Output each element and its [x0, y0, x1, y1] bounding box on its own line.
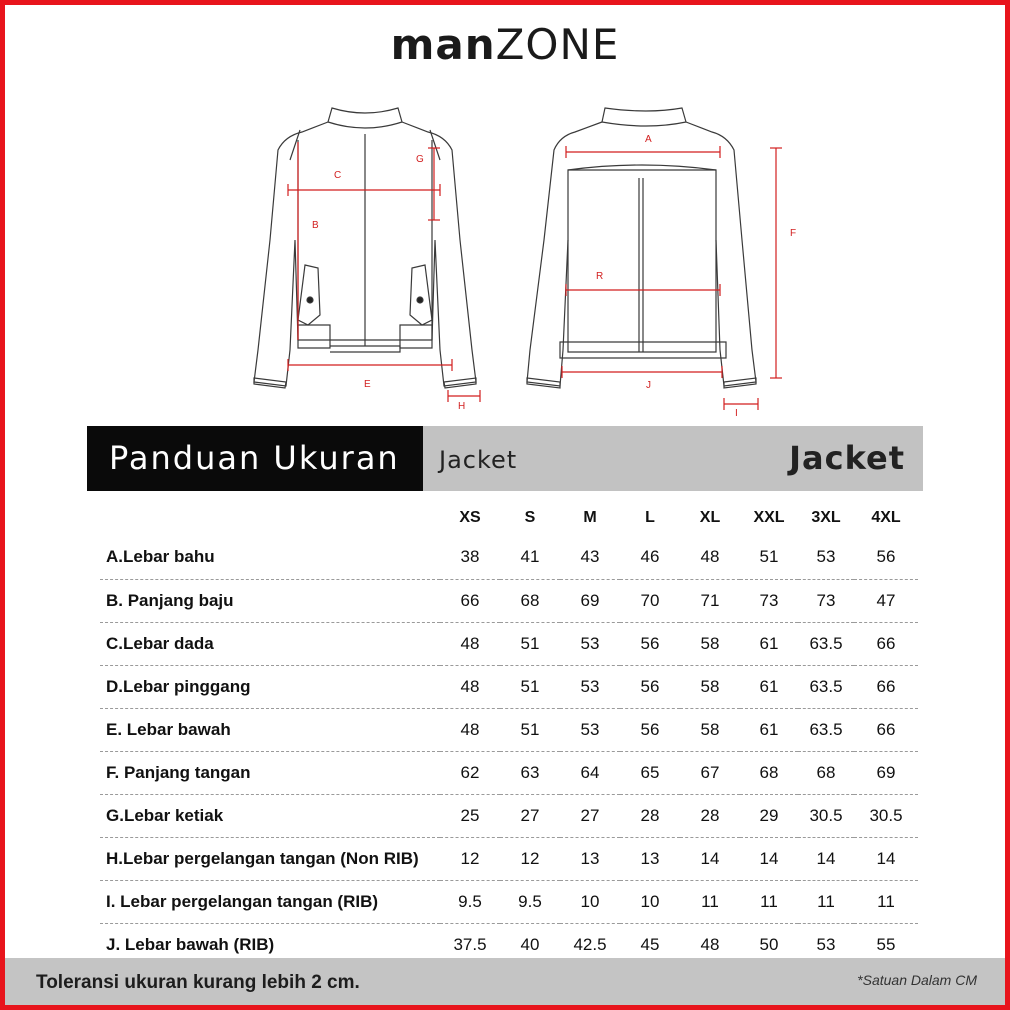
measurement-value: 48	[440, 622, 500, 665]
measurement-value: 56	[620, 708, 680, 751]
measurement-value: 64	[560, 751, 620, 794]
measurement-value: 25	[440, 794, 500, 837]
size-header: 4XL	[871, 509, 901, 526]
measurement-value: 66	[854, 708, 918, 751]
measurement-value: 46	[620, 536, 680, 579]
table-row	[100, 622, 918, 665]
measurement-value: 48	[680, 536, 740, 579]
measurement-value: 73	[740, 579, 798, 622]
measurement-value: 41	[500, 536, 560, 579]
measurement-value: 11	[798, 880, 854, 923]
measurement-value: 51	[740, 536, 798, 579]
label-e: E	[364, 379, 371, 390]
banner-title: Panduan Ukuran	[87, 426, 423, 491]
measurement-value: 27	[560, 794, 620, 837]
measurement-value: 13	[560, 837, 620, 880]
size-header: XL	[699, 509, 721, 526]
brand-logo	[0, 20, 1010, 69]
label-r: R	[596, 271, 604, 282]
measurement-value: 67	[680, 751, 740, 794]
measurement-value: 66	[854, 665, 918, 708]
measurement-value: 9.5	[440, 880, 500, 923]
measurement-label: F. Panjang tangan	[100, 751, 440, 794]
measurement-value: 40	[520, 934, 540, 954]
footer-bar	[5, 958, 1005, 1005]
measurement-label: G.Lebar ketiak	[100, 794, 440, 837]
size-header: M	[583, 509, 597, 526]
measurement-value: 56	[854, 536, 918, 579]
measurement-value: 11	[680, 880, 740, 923]
measurement-value: 42.5	[573, 934, 607, 954]
measurement-value: 45	[640, 934, 660, 954]
size-header: XS	[459, 509, 481, 526]
measurement-label: E. Lebar bawah	[100, 708, 440, 751]
measurement-value: 66	[440, 579, 500, 622]
measurement-value: 63.5	[798, 622, 854, 665]
measurement-label: A.Lebar bahu	[100, 536, 440, 579]
measurement-value: 30.5	[854, 794, 918, 837]
measurement-value: 12	[500, 837, 560, 880]
measurement-value: 53	[560, 622, 620, 665]
table-row	[100, 837, 918, 880]
measurement-label: H.Lebar pergelangan tangan (Non RIB)	[100, 837, 440, 880]
brand-part-1: man	[390, 20, 496, 69]
measurement-value: 63	[500, 751, 560, 794]
measurement-value: 68	[740, 751, 798, 794]
measurement-value: 28	[620, 794, 680, 837]
measurement-value: 61	[740, 708, 798, 751]
label-g: G	[416, 154, 424, 165]
header-spacer	[100, 500, 440, 536]
measurement-value: 66	[854, 622, 918, 665]
measurement-label: B. Panjang baju	[100, 579, 440, 622]
size-guide-banner	[87, 426, 923, 491]
measurement-value: 14	[798, 837, 854, 880]
measurement-value: 48	[440, 665, 500, 708]
banner-product: Jacket	[789, 439, 905, 477]
measurement-value: 37.5	[453, 934, 487, 954]
measurement-value: 48	[700, 934, 720, 954]
measurement-value: 61	[740, 665, 798, 708]
measurement-value: 51	[500, 708, 560, 751]
size-header: L	[645, 509, 655, 526]
measurement-value: 48	[440, 708, 500, 751]
measurement-value: 68	[798, 751, 854, 794]
measurement-value: 63.5	[798, 708, 854, 751]
measurement-value: 13	[620, 837, 680, 880]
measurement-value: 29	[740, 794, 798, 837]
label-c: C	[334, 170, 342, 181]
measurement-value: 43	[560, 536, 620, 579]
measurement-value: 30.5	[798, 794, 854, 837]
measurement-value: 14	[740, 837, 798, 880]
measurement-value: 27	[500, 794, 560, 837]
size-table	[100, 500, 918, 966]
measurement-value: 62	[440, 751, 500, 794]
table-row	[100, 536, 918, 579]
measurement-value: 58	[680, 622, 740, 665]
measurement-value: 28	[680, 794, 740, 837]
measurement-value: 10	[620, 880, 680, 923]
measurement-label: J. Lebar bawah (RIB)	[106, 934, 275, 954]
measurement-value: 68	[500, 579, 560, 622]
measurement-value: 63.5	[798, 665, 854, 708]
label-i: I	[735, 408, 738, 419]
label-f: F	[790, 228, 797, 239]
back-jacket-drawing	[527, 108, 756, 388]
label-a: A	[645, 134, 652, 145]
measurement-value: 38	[440, 536, 500, 579]
measurement-value: 73	[798, 579, 854, 622]
tolerance-note: Toleransi ukuran kurang lebih 2 cm.	[36, 972, 360, 993]
measurement-value: 70	[620, 579, 680, 622]
brand-part-2: ZONE	[495, 20, 620, 69]
measurement-value: 14	[854, 837, 918, 880]
measurement-label: D.Lebar pinggang	[100, 665, 440, 708]
front-measure-lines	[288, 142, 480, 402]
measurement-value: 53	[816, 934, 836, 954]
table-row	[100, 880, 918, 923]
measurement-value: 58	[680, 665, 740, 708]
measurement-label: C.Lebar dada	[100, 622, 440, 665]
measurement-value: 11	[740, 880, 798, 923]
back-measure-lines	[562, 146, 782, 410]
jacket-diagram	[230, 90, 830, 420]
measurement-value: 53	[560, 708, 620, 751]
table-row	[100, 794, 918, 837]
table-row	[100, 708, 918, 751]
table-row	[100, 665, 918, 708]
measurement-value: 51	[500, 622, 560, 665]
measurement-value: 47	[854, 579, 918, 622]
banner-subtitle: Jacket	[439, 446, 518, 474]
size-header: XXL	[753, 509, 785, 526]
measurement-value: 12	[440, 837, 500, 880]
measurement-value: 69	[560, 579, 620, 622]
measurement-value: 9.5	[500, 880, 560, 923]
size-header: 3XL	[811, 509, 841, 526]
size-header-row	[100, 500, 918, 536]
measurement-value: 14	[680, 837, 740, 880]
measurement-value: 11	[854, 880, 918, 923]
measurement-value: 53	[560, 665, 620, 708]
label-h: H	[458, 401, 466, 412]
measurement-value: 55	[876, 934, 896, 954]
measurement-value: 50	[759, 934, 779, 954]
measurement-value: 53	[798, 536, 854, 579]
table-row	[100, 579, 918, 622]
label-b: B	[312, 220, 319, 231]
measurement-value: 56	[620, 665, 680, 708]
measurement-value: 51	[500, 665, 560, 708]
measurement-value: 58	[680, 708, 740, 751]
unit-note: *Satuan Dalam CM	[857, 972, 977, 988]
measurement-label: I. Lebar pergelangan tangan (RIB)	[100, 880, 440, 923]
measurement-value: 71	[680, 579, 740, 622]
measurement-value: 56	[620, 622, 680, 665]
size-header: S	[524, 509, 536, 526]
measurement-value: 65	[620, 751, 680, 794]
front-jacket-drawing	[254, 108, 476, 388]
label-j: J	[646, 380, 651, 391]
measurement-value: 61	[740, 622, 798, 665]
measurement-value: 69	[854, 751, 918, 794]
measurement-value: 10	[560, 880, 620, 923]
table-row	[100, 751, 918, 794]
